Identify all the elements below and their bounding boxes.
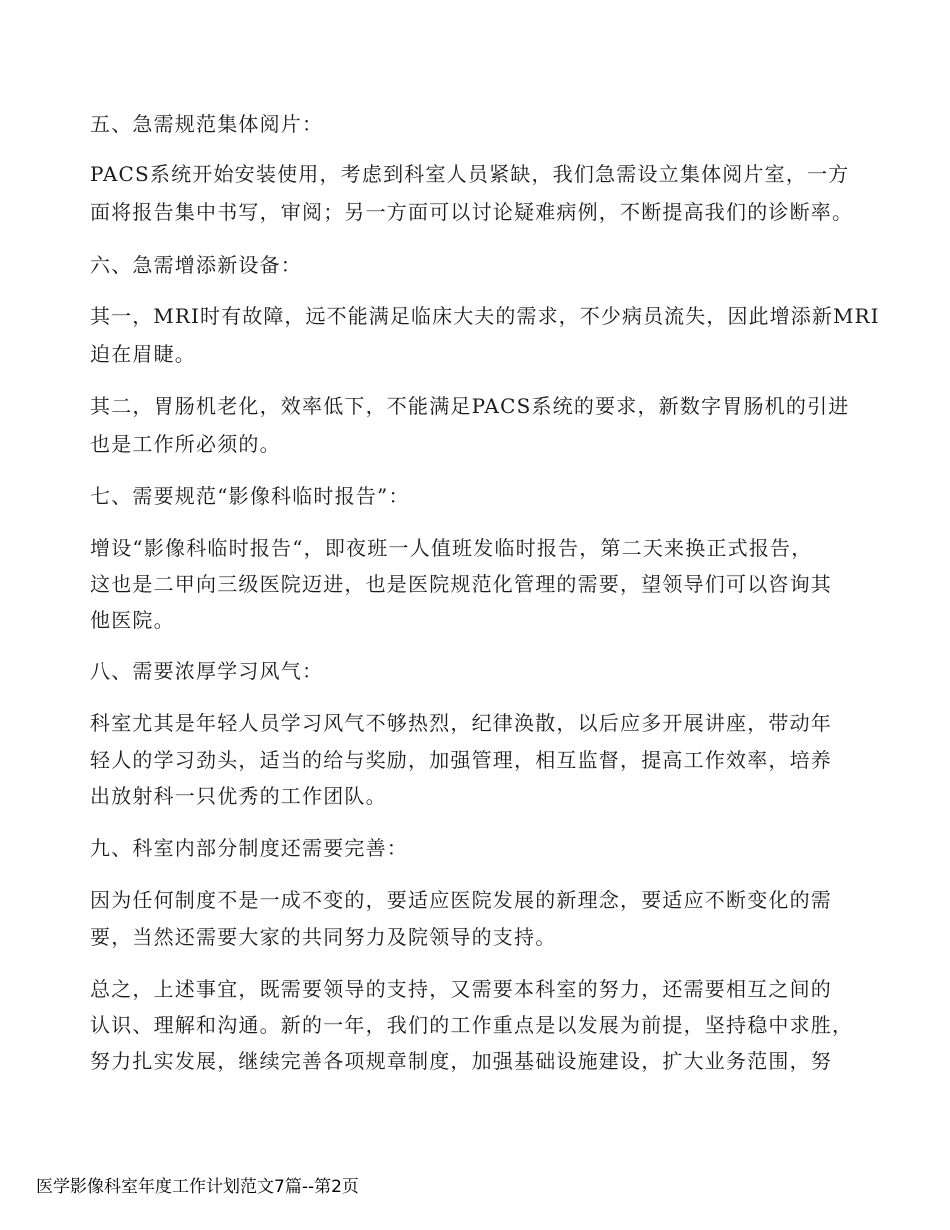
paragraph-line: 要，当然还需要大家的共同努力及院领导的支持。 — [90, 925, 557, 949]
paragraph-line: 科室尤其是年轻人员学习风气不够热烈，纪律涣散，以后应多开展讲座，带动年 — [90, 711, 832, 735]
page-footer: 医学影像科室年度工作计划范文7篇--第2页 — [36, 1177, 359, 1197]
paragraph-line: 其一，MRI时有故障，远不能满足临床大夫的需求，不少病员流失，因此增添新MRI — [90, 304, 880, 328]
paragraph-line: 他医院。 — [90, 608, 175, 632]
section-heading-6: 六、急需增添新设备： — [90, 253, 302, 277]
paragraph-line: 出放射科一只优秀的工作团队。 — [90, 784, 387, 808]
paragraph-line: 迫在眉睫。 — [90, 342, 196, 366]
paragraph-line: 这也是二甲向三级医院迈进，也是医院规范化管理的需要，望领导们可以咨询其 — [90, 572, 832, 596]
section-heading-8: 八、需要浓厚学习风气： — [90, 659, 324, 683]
section-heading-7: 七、需要规范“影像科临时报告”： — [90, 484, 410, 508]
paragraph-line: 轻人的学习劲头，适当的给与奖励，加强管理，相互监督，提高工作效率，培养 — [90, 748, 832, 772]
section-heading-9: 九、科室内部分制度还需要完善： — [90, 836, 408, 860]
paragraph-line: 总之，上述事宜，既需要领导的支持，又需要本科室的努力，还需要相互之间的 — [90, 977, 832, 1001]
paragraph-line: 增设“影像科临时报告“，即夜班一人值班发临时报告，第二天来换正式报告， — [90, 536, 813, 560]
paragraph-line: 其二，胃肠机老化，效率低下，不能满足PACS系统的要求，新数字胃肠机的引进 — [90, 394, 850, 418]
paragraph-line: 努力扎实发展，继续完善各项规章制度，加强基础设施建设，扩大业务范围，努 — [90, 1049, 832, 1073]
paragraph-line: 也是工作所必须的。 — [90, 432, 281, 456]
section-heading-5: 五、急需规范集体阅片： — [90, 112, 324, 136]
paragraph-line: PACS系统开始安装使用，考虑到科室人员紧缺，我们急需设立集体阅片室，一方 — [90, 162, 850, 186]
paragraph-line: 因为任何制度不是一成不变的，要适应医院发展的新理念，要适应不断变化的需 — [90, 888, 832, 912]
paragraph-line: 认识、理解和沟通。新的一年，我们的工作重点是以发展为前提，坚持稳中求胜， — [90, 1013, 854, 1037]
paragraph-line: 面将报告集中书写，审阅；另一方面可以讨论疑难病例，不断提高我们的诊断率。 — [90, 200, 854, 224]
